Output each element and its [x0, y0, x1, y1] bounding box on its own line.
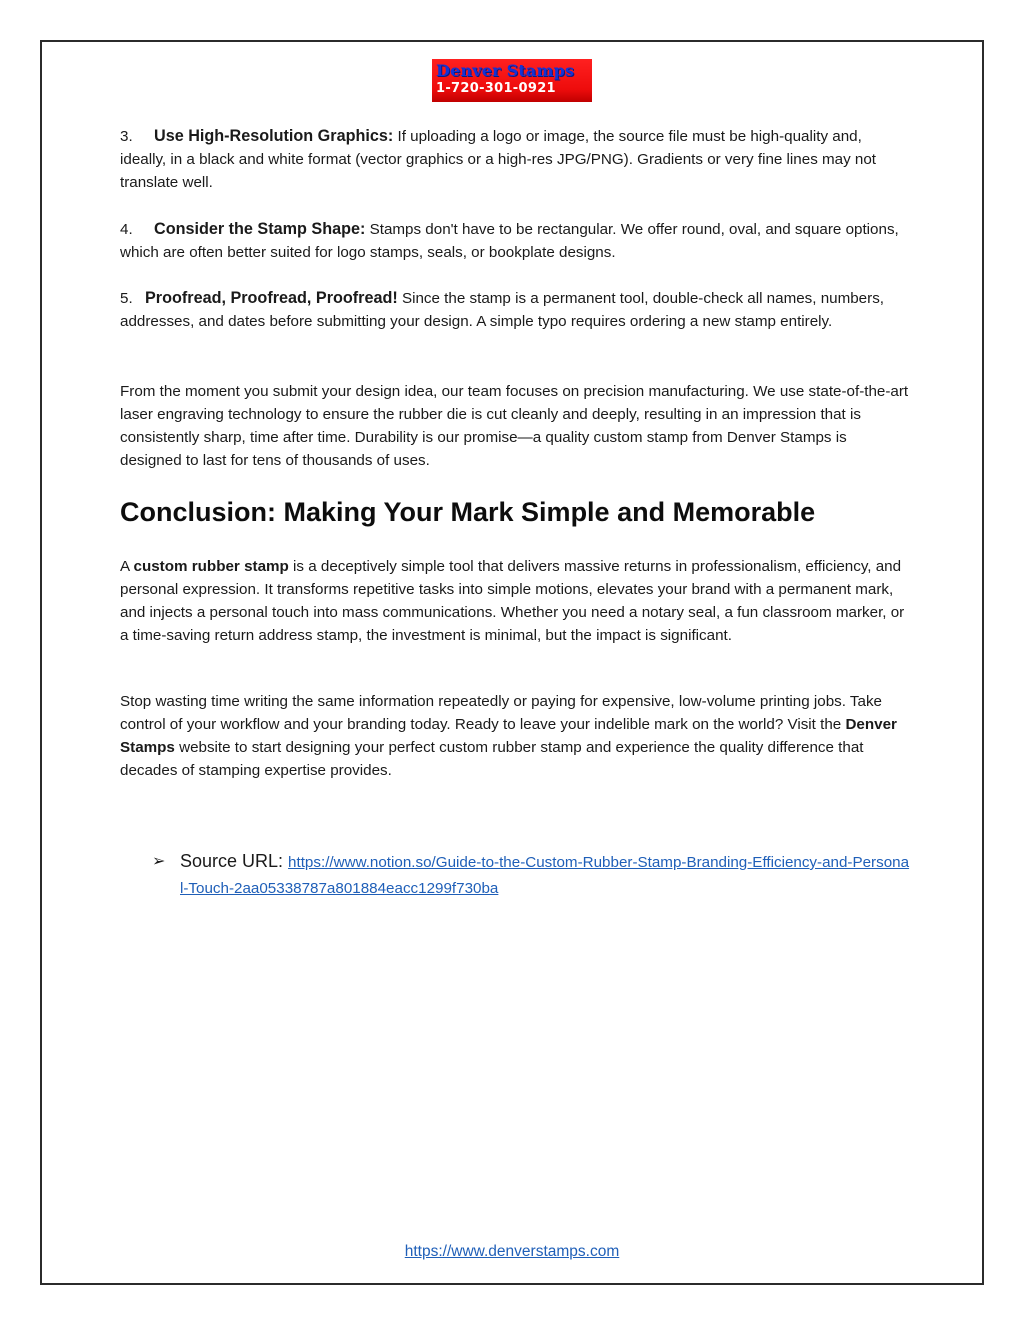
tip-item-5: [120, 287, 910, 333]
tip-number: 4.: [120, 221, 133, 238]
logo-brand-name: Denver Stamps: [436, 61, 575, 80]
logo-phone-number: 1-720-301-0921: [436, 81, 556, 96]
source-url-link[interactable]: https://www.notion.so/Guide-to-the-Custom-Rubber-Stamp-Branding-Efficiency-and-Personal-Touch-2aa05338787a801884eacc1299f730ba: [180, 854, 910, 897]
tip-title: Use High-Resolution Graphics:: [154, 127, 394, 145]
tip-title: Consider the Stamp Shape:: [154, 220, 366, 238]
tip-body: Since the stamp is a permanent tool, double-check all names, numbers, addresses, and dates before submitting your design. A simple typo requires ordering a new stamp entirely.: [120, 290, 885, 330]
tip-number: 3.: [120, 128, 133, 145]
text-span: A: [120, 558, 134, 575]
footer: [0, 1243, 1024, 1261]
tip-number: 5.: [120, 290, 133, 307]
conclusion-heading: Conclusion: Making Your Mark Simple and Memorable: [120, 497, 816, 527]
tip-body: Stamps don't have to be rectangular. We offer round, oval, and square options, which are often better suited for logo stamps, seals, or bookplate designs.: [120, 221, 899, 261]
text-span: Stop wasting time writing the same information repeatedly or paying for expensive, low-volume printing jobs. Take control of your workflow and your branding today. Ready to leave your indelible mark on the world? Visit the: [120, 693, 883, 733]
denver-stamps-logo: [432, 59, 592, 102]
conclusion-paragraph-1: [120, 555, 910, 647]
arrowhead-bullet-icon: ➢: [152, 853, 166, 870]
source-label: Source URL:: [180, 851, 289, 871]
manufacturing-paragraph: From the moment you submit your design idea, our team focuses on precision manufacturing. We use state-of-the-art laser engraving technology to ensure the rubber die is cut cleanly and deeply, resulting in an impression that is consistently sharp, time after time. Durability is our promise—a quality custom stamp from Denver Stamps is designed to last for tens of thousands of uses.: [120, 383, 909, 469]
bold-phrase: Denver Stamps: [120, 716, 897, 756]
tip-title: Proofread, Proofread, Proofread!: [145, 289, 398, 307]
conclusion-paragraph-2: [120, 690, 910, 782]
text-span: website to start designing your perfect custom rubber stamp and experience the quality difference that decades of stamping expertise provides.: [120, 739, 864, 779]
bold-phrase: custom rubber stamp: [133, 558, 289, 575]
text-span: is a deceptively simple tool that delivers massive returns in professionalism, efficiency, and personal expression. It transforms repetitive tasks into simple motions, elevates your brand with a permanent mark, and injects a personal touch into mass communications. Whether you need a notary seal, a fun classroom marker, or a time-saving return address stamp, the investment is minimal, but the impact is significant.: [120, 558, 905, 644]
tip-item-3: [120, 125, 910, 194]
tip-item-4: [120, 218, 910, 264]
footer-website-link[interactable]: https://www.denverstamps.com: [404, 1243, 620, 1260]
tip-body: If uploading a logo or image, the source file must be high-quality and, ideally, in a black and white format (vector graphics or a high-res JPG/PNG). Gradients or very fine lines may not translate well.: [120, 128, 877, 191]
source-url-item: [152, 849, 912, 901]
